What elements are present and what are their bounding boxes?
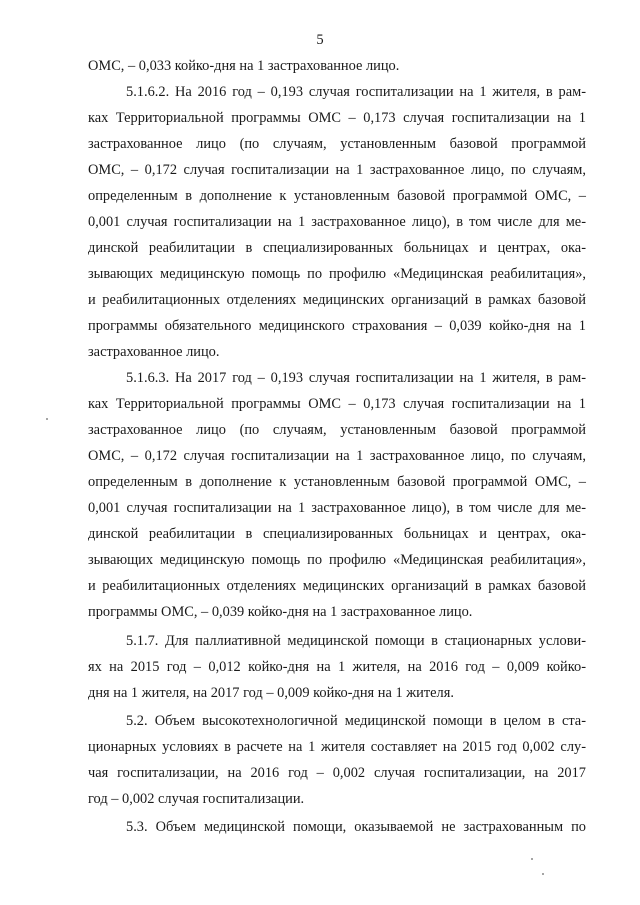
text-line: 5.1.6.2. На 2016 год – 0,193 случая госпитализации на 1 жителя, в рам-: [126, 84, 586, 100]
text-line: 5.1.7. Для паллиативной медицинской помощи в стационарных услови-: [126, 633, 586, 649]
text-line: ях на 2015 год – 0,012 койко-дня на 1 жителя, на 2016 год – 0,009 койко-: [88, 659, 586, 675]
text-line: ках Территориальной программы ОМС – 0,173 случая госпитализации на 1: [88, 110, 586, 126]
text-line: чая госпитализации, на 2016 год – 0,002 случая госпитализации, на 2017: [88, 765, 586, 781]
text-line: определенным в дополнение к установленным базовой программой ОМС, –: [88, 188, 586, 204]
text-line: 5.3. Объем медицинской помощи, оказываемой не застрахованным по: [126, 819, 586, 835]
scan-speck: [531, 858, 533, 860]
text-line: ках Территориальной программы ОМС – 0,173 случая госпитализации на 1: [88, 396, 586, 412]
text-line: определенным в дополнение к установленным базовой программой ОМС, –: [88, 474, 586, 490]
text-line: ционарных условиях в расчете на 1 жителя составляет на 2015 год 0,002 слу-: [88, 739, 586, 755]
text-line: 0,001 случая госпитализации на 1 застрахованное лицо), в том числе для ме-: [88, 214, 586, 230]
text-line: ОМС, – 0,033 койко-дня на 1 застрахованное лицо.: [88, 58, 400, 74]
text-line: зывающих медицинскую помощь по профилю «Медицинская реабилитация»,: [88, 552, 586, 568]
text-line: динской реабилитации в специализированных больницах и центрах, ока-: [88, 240, 586, 256]
text-line: год – 0,002 случая госпитализации.: [88, 791, 305, 807]
text-line: и реабилитационных отделениях медицинских организаций в рамках базовой: [88, 292, 586, 308]
text-line: застрахованное лицо (по случаям, установленным базовой программой: [88, 136, 586, 152]
text-line: 5.1.6.3. На 2017 год – 0,193 случая госпитализации на 1 жителя, в рам-: [126, 370, 586, 386]
text-line: застрахованное лицо (по случаям, установленным базовой программой: [88, 422, 586, 438]
text-line: и реабилитационных отделениях медицинских организаций в рамках базовой: [88, 578, 586, 594]
text-line: ОМС, – 0,172 случая госпитализации на 1 застрахованное лицо, по случаям,: [88, 448, 586, 464]
text-line: 5.2. Объем высокотехнологичной медицинской помощи в целом в ста-: [126, 713, 586, 729]
text-line: программы ОМС, – 0,039 койко-дня на 1 застрахованное лицо.: [88, 604, 473, 620]
text-line: дня на 1 жителя, на 2017 год – 0,009 койко-дня на 1 жителя.: [88, 685, 454, 701]
text-line: ОМС, – 0,172 случая госпитализации на 1 застрахованное лицо, по случаям,: [88, 162, 586, 178]
text-line: динской реабилитации в специализированных больницах и центрах, ока-: [88, 526, 586, 542]
page-number: 5: [316, 32, 324, 48]
scan-speck: [542, 873, 544, 875]
scan-speck: [46, 418, 48, 420]
text-line: 0,001 случая госпитализации на 1 застрахованное лицо), в том числе для ме-: [88, 500, 586, 516]
text-line: застрахованное лицо.: [88, 344, 220, 360]
text-line: зывающих медицинскую помощь по профилю «Медицинская реабилитация»,: [88, 266, 586, 282]
text-line: программы обязательного медицинского страхования – 0,039 койко-дня на 1: [88, 318, 586, 334]
